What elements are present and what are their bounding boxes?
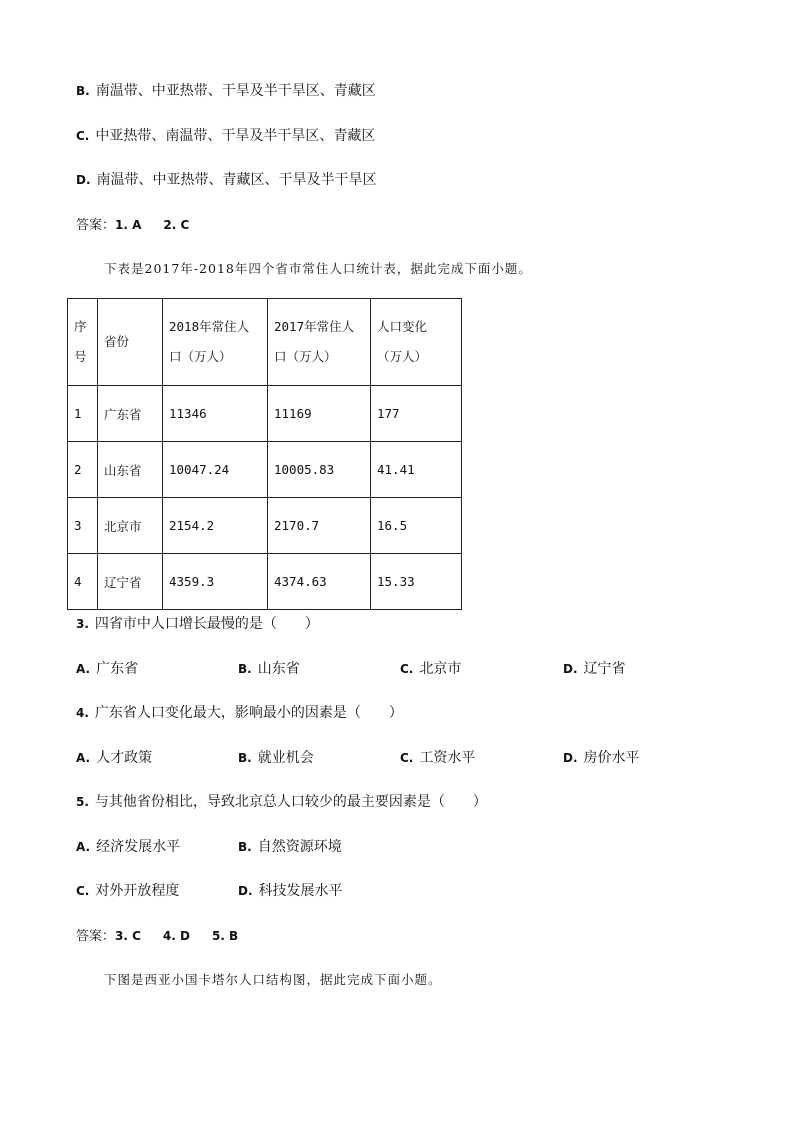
cell-change: 15.33 [371,554,462,610]
cell-2017: 10005.83 [268,442,371,498]
header-2017: 2017年常住人 口（万人） [268,299,371,386]
table-intro: 下表是2017年-2018年四个省市常住人口统计表，据此完成下面小题。 [104,261,532,276]
q5-option-d: D. 科技发展水平 [238,883,343,899]
cell-index: 1 [68,386,98,442]
header-index: 序 号 [68,299,98,386]
cell-province: 广东省 [98,386,163,442]
cell-2017: 4374.63 [268,554,371,610]
cell-province: 北京市 [98,498,163,554]
table-header-row [68,299,462,386]
q4-option-d: D. 房价水平 [563,750,640,766]
cell-province: 山东省 [98,442,163,498]
q4-option-a: A. 人才政策 [76,750,153,766]
question-5: 5. 与其他省份相比，导致北京总人口较少的最主要因素是（ ） [76,794,487,810]
cell-change: 16.5 [371,498,462,554]
question-3: 3. 四省市中人口增长最慢的是（ ） [76,616,319,632]
cell-2018: 10047.24 [163,442,268,498]
table-row [68,386,462,442]
population-table [67,298,462,610]
cell-change: 177 [371,386,462,442]
cell-change: 41.41 [371,442,462,498]
cell-index: 3 [68,498,98,554]
question-4: 4. 广东省人口变化最大，影响最小的因素是（ ） [76,705,403,721]
q3-option-c: C. 北京市 [400,661,462,677]
q5-option-c: C. 对外开放程度 [76,883,180,899]
prev-option-d: D. 南温带、中亚热带、青藏区、干旱及半干旱区 [76,172,377,188]
next-section-intro: 下图是西亚小国卡塔尔人口结构图，据此完成下面小题。 [104,972,442,987]
q3-option-d: D. 辽宁省 [563,661,626,677]
cell-2018: 4359.3 [163,554,268,610]
header-change: 人口变化 （万人） [371,299,462,386]
table-row [68,442,462,498]
q3-option-b: B. 山东省 [238,661,300,677]
prev-option-c: C. 中亚热带、南温带、干旱及半干旱区、青藏区 [76,128,376,144]
cell-index: 4 [68,554,98,610]
cell-2018: 2154.2 [163,498,268,554]
q5-option-a: A. 经济发展水平 [76,839,181,855]
cell-index: 2 [68,442,98,498]
table-row [68,498,462,554]
cell-2017: 2170.7 [268,498,371,554]
q4-option-b: B. 就业机会 [238,750,314,766]
q4-option-c: C. 工资水平 [400,750,476,766]
table-row [68,554,462,610]
cell-2018: 11346 [163,386,268,442]
cell-2017: 11169 [268,386,371,442]
q3-option-a: A. 广东省 [76,661,139,677]
answer-line-1: 答案：1. A 2. C [76,218,190,233]
answer-line-2: 答案：3. C 4. D 5. B [76,929,239,944]
q5-option-b: B. 自然资源环境 [238,839,342,855]
prev-option-b: B. 南温带、中亚热带、干旱及半干旱区、青藏区 [76,83,376,99]
header-province: 省份 [98,299,163,386]
cell-province: 辽宁省 [98,554,163,610]
header-2018: 2018年常住人 口（万人） [163,299,268,386]
